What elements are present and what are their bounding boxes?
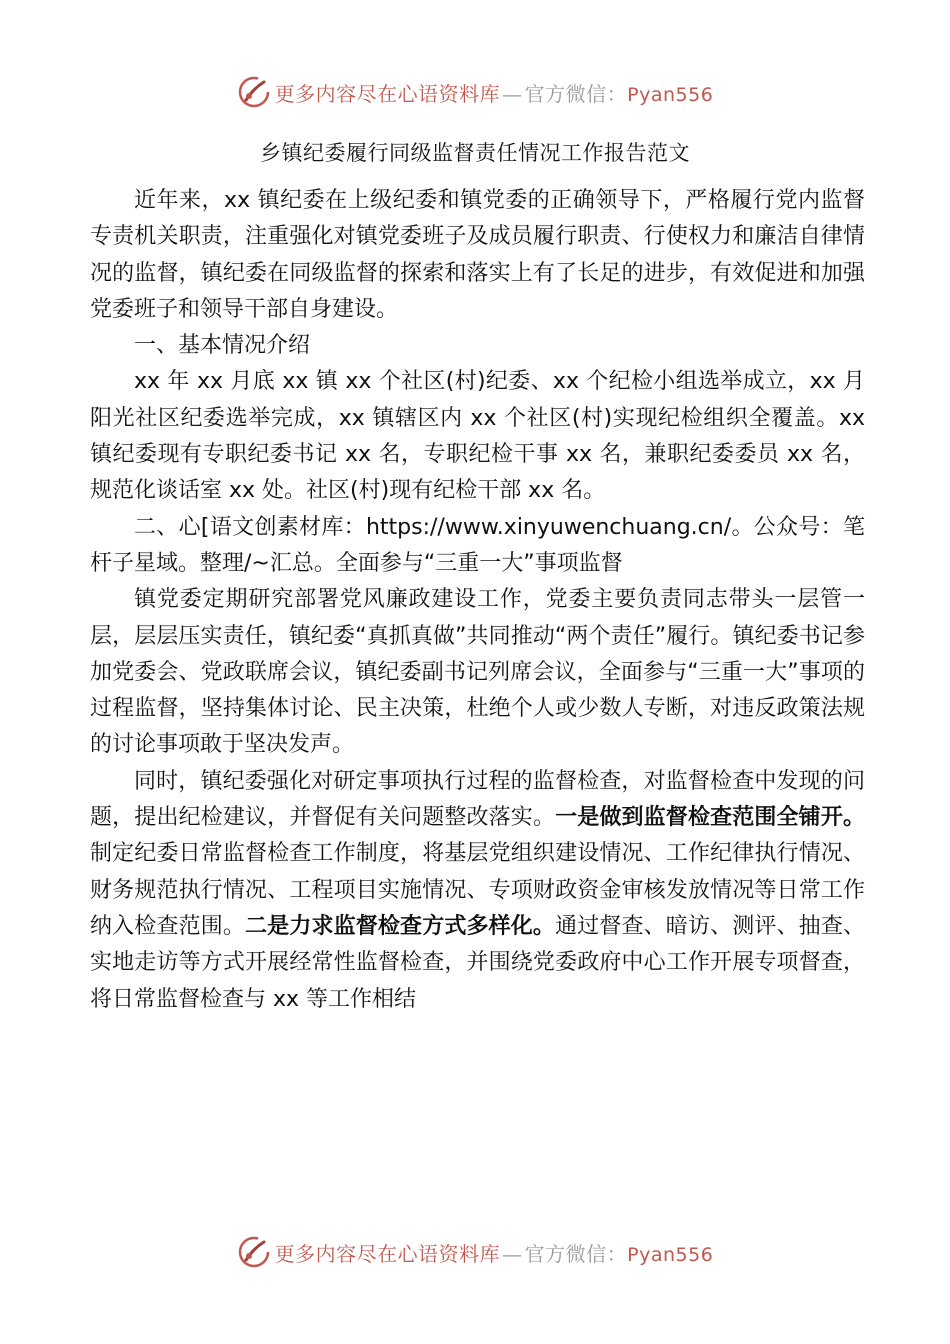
document-body (90, 183, 865, 1018)
watermark-text (275, 78, 714, 107)
document-title: 乡镇纪委履行同级监督责任情况工作报告范文 (260, 141, 690, 165)
watermark-wechat-id: Pyan556 (627, 83, 714, 106)
text-run: 通过督查、暗访、测评、抽查、实地走访等方式开展经常性监督检查，并围绕党委政府中心工作开展专项督查，将日常监督检查与 xx 等工作相结 (90, 913, 865, 1012)
watermark-label: 官方微信： (524, 81, 628, 106)
watermark-main-text: 更多内容尽在心语资料库 (274, 81, 501, 106)
paragraph-supervision (90, 764, 865, 1018)
paragraph-basic-info: xx 年 xx 月底 xx 镇 xx 个社区(村)纪委、xx 个纪检小组选举成立，xx 月阳光社区纪委选举完成，xx 镇辖区内 xx 个社区(村)实现纪检组织全覆盖。xx 镇纪委现有专职纪委书记 xx 名，专职纪检干事 xx 名，兼职纪委委员 xx 名，规范化谈话室 xx 处。社区(村)现有纪检干部 xx 名。 (90, 369, 865, 504)
bold-point-2: 二是力求监督检查方式多样化。 (245, 913, 556, 939)
watermark-separator: — (502, 1241, 523, 1266)
section-heading-2: 二、心[语文创素材库：https://www.xinyuwenchuang.cn/。公众号：笔杆子星域。整理/~汇总。全面参与“三重一大”事项监督 (90, 514, 865, 576)
watermark-main-text: 更多内容尽在心语资料库 (274, 1241, 501, 1266)
text-run: 同时，镇纪委强化对研定事项执行过程的监督检查，对监督检查中发现的问题，提出纪检建议，并督促有关问题整改落实。 (90, 768, 865, 831)
text-run: 制定纪委日常监督检查工作制度，将基层党组织建设情况、工作纪律执行情况、财务规范执行情况、工程项目实施情况、专项财政资金审核发放情况等日常工作纳入检查范围。 (90, 841, 865, 939)
watermark-text (275, 1238, 714, 1267)
paragraph-intro: 近年来，xx 镇纪委在上级纪委和镇党委的正确领导下，严格履行党内监督专责机关职责，注重强化对镇党委班子及成员履行职责、行使权力和廉洁自律情况的监督，镇纪委在同级监督的探索和落实上有了长足的进步，有效促进和加强党委班子和领导干部自身建设。 (90, 188, 865, 322)
brush-circle-logo-icon (237, 1235, 271, 1269)
watermark-wechat-id: Pyan556 (627, 1243, 714, 1266)
watermark-separator: — (502, 81, 523, 106)
bold-point-1: 一是做到监督检查范围全铺开。 (555, 805, 865, 831)
section-heading-1: 一、基本情况介绍 (134, 333, 311, 359)
brush-circle-logo-icon (237, 75, 271, 109)
footer-watermark (0, 1232, 950, 1272)
header-watermark (0, 72, 950, 112)
paragraph-party-committee: 镇党委定期研究部署党风廉政建设工作，党委主要负责同志带头一层管一层，层层压实责任，镇纪委“真抓真做”共同推动“两个责任”履行。镇纪委书记参加党委会、党政联席会议，镇纪委副书记列席会议，全面参与“三重一大”事项的过程监督，坚持集体讨论、民主决策，杜绝个人或少数人专断，对违反政策法规的讨论事项敢于坚决发声。 (90, 587, 865, 758)
watermark-label: 官方微信： (524, 1241, 628, 1266)
